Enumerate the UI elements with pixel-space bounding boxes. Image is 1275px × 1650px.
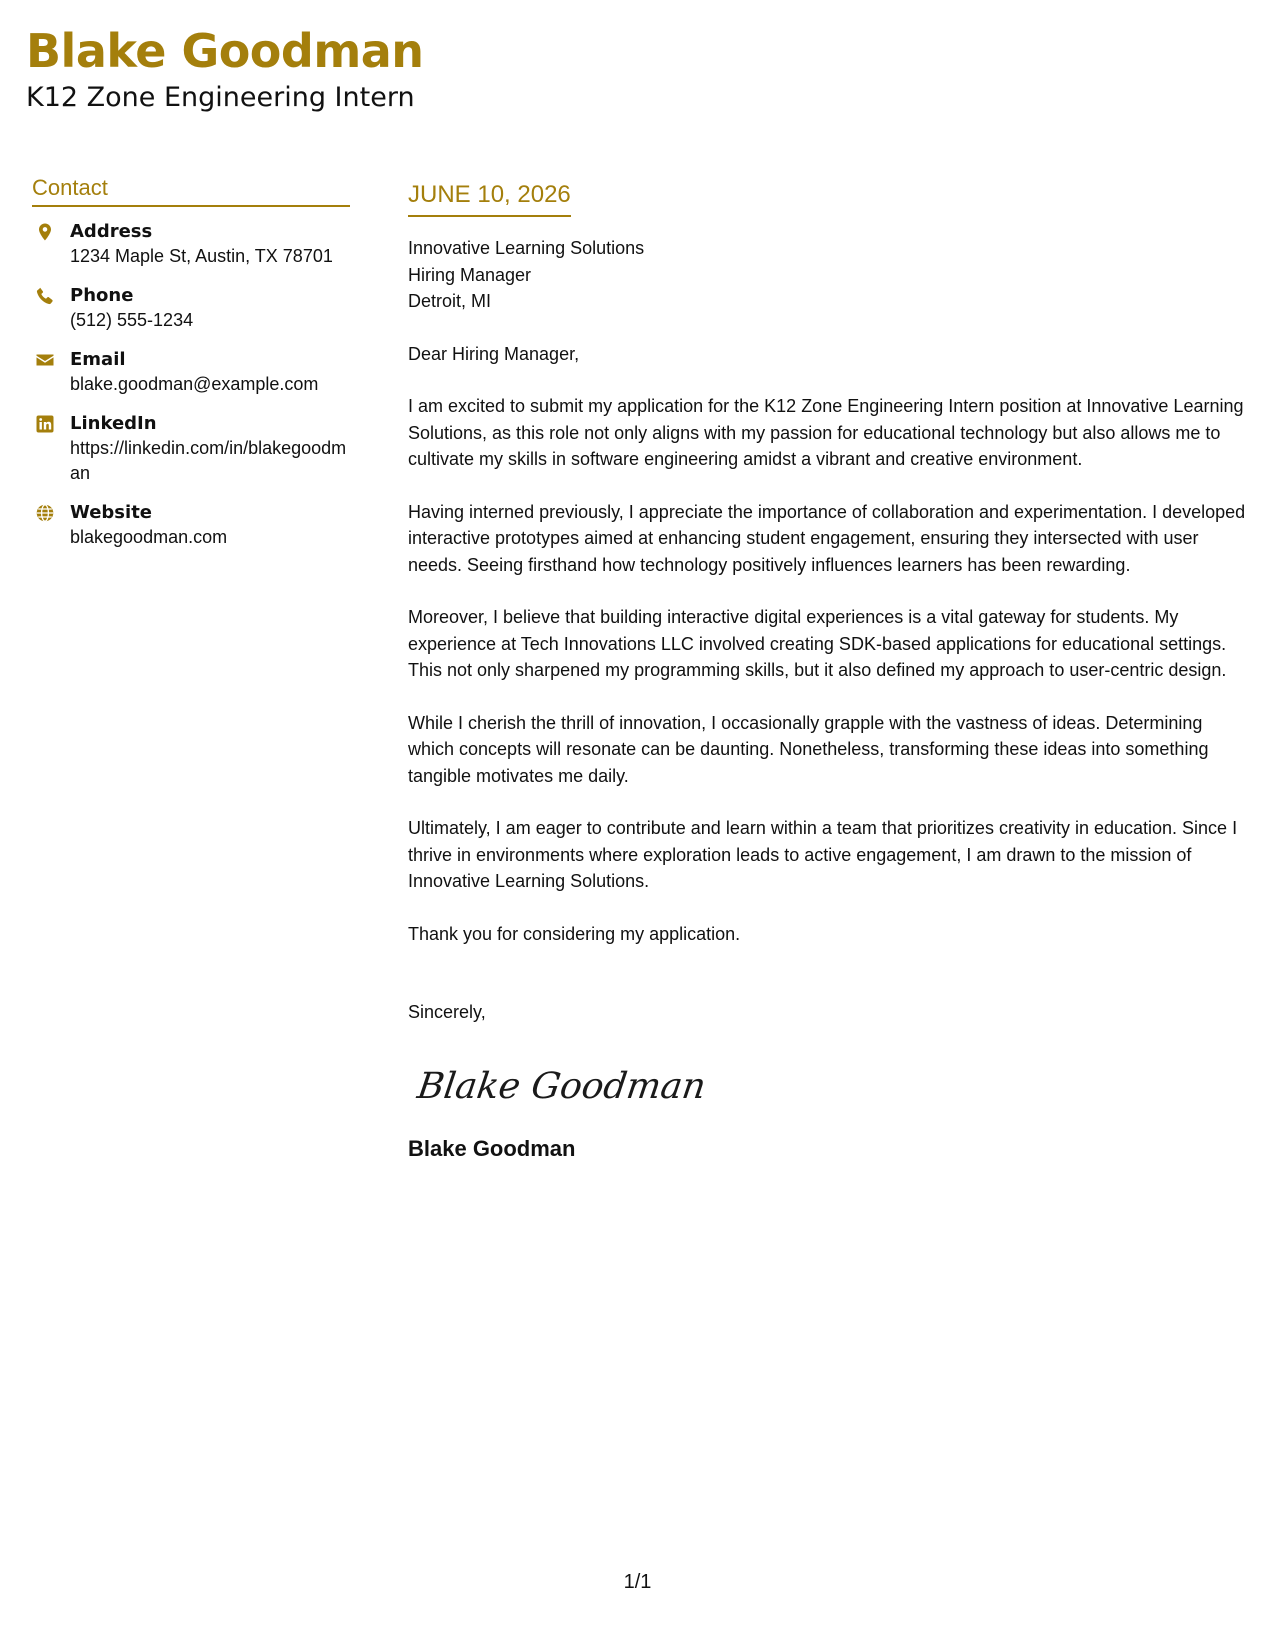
paragraph: Moreover, I believe that building interactive digital experiences is a vital gateway for students. My experience at Tech Innovations LLC involved creating SDK-based applications for educational settings. This not only sharpened my programming skills, but it also defined my approach to user-centric design.: [408, 607, 1227, 680]
address-value: 1234 Maple St, Austin, TX 78701: [70, 246, 333, 266]
phone-icon: [35, 286, 55, 306]
contact-label: Address: [70, 221, 153, 242]
contact-label: Phone: [70, 285, 134, 306]
paragraph: Ultimately, I am eager to contribute and learn within a team that prioritizes creativity in education. Since I thrive in environments where exploration leads to active engagement, I am drawn to the mission of Innovative Learning Solutions.: [408, 818, 1238, 891]
recipient-company: Innovative Learning Solutions: [408, 238, 645, 258]
signature-image: [414, 1056, 709, 1116]
contact-item-address: [32, 219, 350, 269]
contact-item-linkedin: [32, 411, 350, 486]
phone-value: (512) 555-1234: [70, 310, 194, 330]
email-link[interactable]: blake.goodman@example.com: [70, 374, 319, 394]
letter-date: JUNE 10, 2026: [408, 178, 571, 217]
paragraph: I am excited to submit my application for the K12 Zone Engineering Intern position at Innovative Learning Solutions, as this role not only aligns with my passion for educational technology but also allows me to cultivate my skills in software engineering amidst a vibrant and creative environment.: [408, 396, 1244, 469]
signature-text: Blake Goodman: [414, 1063, 709, 1107]
applicant-role: K12 Zone Engineering Intern: [26, 82, 415, 113]
applicant-name: Blake Goodman: [26, 24, 424, 78]
salutation: Dear Hiring Manager,: [408, 343, 580, 364]
recipient-location: Detroit, MI: [408, 291, 492, 311]
linkedin-icon: [35, 414, 55, 434]
contact-item-phone: [32, 283, 350, 333]
paragraph: Thank you for considering my application.: [408, 923, 741, 944]
globe-icon: [35, 503, 55, 523]
contact-label: LinkedIn: [70, 413, 157, 434]
recipient-title: Hiring Manager: [408, 264, 532, 285]
contact-label: Email: [70, 349, 126, 370]
map-pin-icon: [35, 222, 55, 242]
closing: Sincerely,: [408, 1002, 486, 1022]
paragraph: While I cherish the thrill of innovation, I occasionally grapple with the vastness of ideas. Determining which concepts will resonate can be daunting. Nonetheless, transforming these ideas into something tangible motivates me daily.: [408, 712, 1209, 786]
letter-body: [408, 178, 1248, 1164]
page-number: 1/1: [623, 1571, 652, 1593]
website-link[interactable]: blakegoodman.com: [70, 527, 228, 547]
signer-name: Blake Goodman: [408, 1135, 576, 1161]
paragraph: Having interned previously, I appreciate the importance of collaboration and experimentation. I developed interactive prototypes aimed at enhancing student engagement, ensuring they intersected with user needs. Seeing firsthand how technology positively influences learners has been rewarding.: [408, 501, 1246, 575]
contact-heading: Contact: [32, 172, 350, 207]
contact-item-website: [32, 500, 350, 550]
linkedin-link[interactable]: https://linkedin.com/in/blakegoodman: [70, 438, 347, 483]
contact-item-email: [32, 347, 350, 397]
contact-label: Website: [70, 502, 153, 523]
recipient-block: [408, 235, 1248, 315]
contact-sidebar: [32, 172, 350, 564]
envelope-icon: [35, 350, 55, 370]
